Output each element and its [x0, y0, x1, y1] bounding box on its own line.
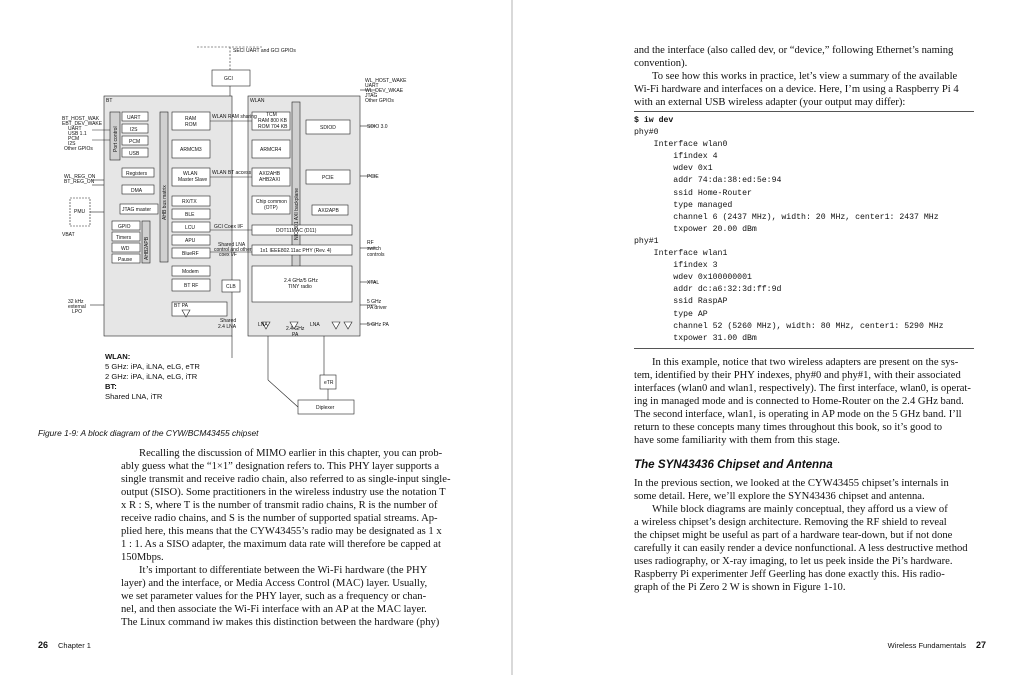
diagram-label-bt-block-4: Registers	[126, 171, 148, 177]
body-line: ing in managed mode and is connected to Home-Router on the 2.4 GHz band.	[634, 396, 964, 407]
body-line: To see how this works in practice, let’s view a summary of the available	[652, 71, 958, 82]
body-line: plied here, this means that the CYW43455’s radio may be designated as 1 x	[121, 526, 442, 537]
diagram-label-rf-4: LNA	[258, 322, 268, 328]
body-line: It’s important to differentiate between the Wi-Fi hardware (the PHY	[139, 565, 428, 576]
diagram-label-rf-8: eTR	[324, 380, 334, 386]
running-head: Wireless Fundamentals	[887, 641, 966, 650]
diagram-label-wlan-block-7: (OTP)	[264, 205, 278, 211]
body-line: Raspberry Pi experimenter Jeff Geerling has done exactly this. His radio-	[634, 569, 945, 580]
body-line: and the interface (also called dev, or “device,” following Ethernet’s naming	[634, 45, 954, 56]
left-page	[0, 0, 511, 675]
body-line: output (SISO). Some practitioners in the wireless industry use the notation T	[121, 487, 446, 498]
right-page	[513, 0, 1024, 675]
body-line: Recalling the discussion of MIMO earlier in this chapter, you can prob-	[139, 448, 443, 459]
diagram-legend	[105, 352, 200, 402]
diagram-label-rf-2: Shared	[220, 318, 237, 324]
code-line: wdev 0x100000001	[634, 273, 752, 283]
diagram-label-wlan-block-2: ROM 704 KB	[258, 124, 288, 130]
right-after-code-text	[634, 356, 974, 447]
body-line: nel, and then associate the Wi-Fi interface with an AP at the MAC layer.	[121, 604, 427, 615]
diagram-label-right-port-7: PA driver	[367, 305, 387, 311]
body-line: a wireless chipset’s design architecture. Removing the RF shield to reveal	[634, 517, 947, 528]
body-line: graph of the Pi Zero 2 W is shown in Figure 1-10.	[634, 582, 846, 593]
diagram-label-bt-block-9: WD	[121, 246, 130, 252]
diagram-label-bt-block-1: I2S	[130, 127, 138, 133]
diagram-label-wlan-block-3: ARMCR4	[260, 147, 282, 153]
diagram-label-lpo-2: LPO	[72, 309, 83, 315]
code-line: Interface wlan0	[634, 140, 728, 150]
diagram-label-bt-host-0: BT_HOST_WAK	[62, 116, 100, 122]
body-line: return to these concepts many times throughout this book, so it’s good to	[634, 422, 943, 433]
left-body-text	[121, 447, 461, 629]
diagram-label-bt: BT	[106, 98, 113, 104]
body-line: interfaces (wlan0 and wlan1, respectively). The first interface, wlan0, is operat-	[634, 383, 971, 394]
diagram-label-wl-host-3: JTAG	[365, 93, 378, 99]
diagram-label-reg-on-1: BT_REG_ON	[64, 179, 95, 185]
diagram-label-right-port-8: 5 GHz PA	[367, 322, 389, 328]
code-top-rule	[634, 111, 974, 112]
page-number: 26	[38, 640, 49, 650]
left-folio	[38, 640, 91, 650]
diagram-label-ahb2apb: AHB2APB	[144, 236, 150, 260]
section-heading: The SYN43436 Chipset and Antenna	[634, 458, 833, 471]
diagram-label-rf-9: Diplexer	[316, 405, 335, 411]
diagram-label-bt-host-4: PCM	[68, 136, 80, 142]
diagram-label-seci: SECI UART and GCI GPIOs	[233, 48, 296, 54]
diagram-label-noc: NIC-301 AXI backplane	[294, 188, 300, 240]
diagram-label-wlan-block-8: DOT11MAC (D11)	[276, 228, 317, 234]
diagram-label-ahb-bus-matrix: AHB bus matrix	[162, 185, 168, 220]
legend-line: Shared LNA, iTR	[105, 392, 163, 401]
diagram-label-right-port-5: XTAL	[367, 280, 380, 286]
diagram-label-bt-host-3: USB 1.1	[68, 131, 87, 137]
legend-line: 5 GHz: iPA, iLNA, eLG, eTR	[105, 362, 200, 371]
diagram-label-bt-block-8: Timers	[116, 235, 132, 241]
diagram-label-rf-3: 2.4 LNA	[218, 324, 237, 330]
page-number: 27	[975, 640, 986, 650]
body-line: carefully it can easily render a device nonfunctional. A less destructive method	[634, 543, 968, 554]
code-block	[634, 115, 974, 345]
diagram-label-lpo-1: external	[68, 304, 86, 310]
diagram-label-bt-core-2: ARMCM3	[180, 147, 202, 153]
code-line: channel 6 (2437 MHz), width: 20 MHz, center1: 2437 MHz	[634, 212, 939, 222]
diagram-label-lpo-0: 32 kHz	[68, 299, 84, 305]
body-line: tem, identified by their PHY indexes, phy#0 and phy#1, with their associated	[634, 370, 961, 381]
diagram-label-wlan-block-0: TCM	[266, 112, 277, 118]
diagram-label-bt-block-7: GPIO	[118, 224, 131, 230]
diagram-label-wlan-block-9: 1x1 IEEE802.11ac PHY (Rev. 4)	[260, 248, 332, 254]
right-folio	[888, 640, 986, 650]
diagram-label-wlan-block-4: AXI2AHB	[259, 171, 281, 177]
diagram-label-wlan-block-13: PCIE	[322, 175, 334, 181]
diagram-label-rf-5: 2.4 GHz	[286, 326, 305, 332]
diagram-label-wl-host-2: WL_DEV_WKAE	[365, 88, 404, 94]
diagram-label-right-port-6: 5 GHz	[367, 299, 382, 305]
diagram-label-mid-3: Shared LNA	[218, 242, 246, 248]
body-line: layer) and the interface, or Media Access Control (MAC) layer. Usually,	[121, 578, 428, 589]
diagram-label-port-control: Port control	[113, 126, 119, 152]
diagram-label-rf-6: PA	[292, 332, 299, 338]
code-line: ssid Home-Router	[634, 188, 752, 198]
body-line: convention).	[634, 58, 688, 69]
diagram-label-right-port-2: RF	[367, 240, 374, 246]
body-line: single transmit and receive radio chain, also referred to as single-input single-	[121, 474, 451, 485]
diagram-label-pmu: PMU	[74, 209, 86, 215]
body-line: The second interface, wlan1, is operating in AP mode on the 5 GHz band. I’ll	[634, 409, 962, 420]
code-line: type AP	[634, 309, 708, 319]
diagram-label-bt-core-1: ROM	[185, 122, 197, 128]
code-bottom-rule	[634, 348, 974, 349]
code-line: phy#1	[634, 236, 659, 246]
diagram-label-mid-2: GCI Coex I/F	[214, 224, 244, 230]
code-line: phy#0	[634, 128, 659, 138]
legend-line: 2 GHz: iPA, iLNA, eLG, iTR	[105, 372, 198, 381]
body-line: receive radio chains, and S is the number of supported spatial streams. Ap-	[121, 513, 438, 524]
code-line: addr dc:a6:32:3d:ff:9d	[634, 285, 782, 295]
body-line: In this example, notice that two wireless adapters are present on the sys-	[652, 357, 959, 368]
code-line: ifindex 3	[634, 261, 718, 271]
diagram-label-bt-block-0: UART	[127, 115, 141, 121]
code-line: channel 52 (5260 MHz), width: 80 MHz, center1: 5290 MHz	[634, 321, 944, 331]
diagram-label-bt-core-5: RX/TX	[182, 199, 197, 205]
code-line: type managed	[634, 200, 733, 210]
diagram-label-mid-0: WLAN RAM sharing	[212, 114, 257, 120]
legend-line: BT:	[105, 382, 117, 391]
diagram-label-bt-block-6: JTAG master	[122, 207, 152, 213]
diagram-label-bt-host-2: UART	[68, 126, 82, 132]
diagram-label-rf-1: CLB	[226, 284, 236, 290]
diagram-label-bt-block-3: USB	[129, 151, 140, 157]
diagram-label-wl-host-4: Other GPIOs	[365, 98, 394, 104]
diagram-label-bt-block-5: DMA	[131, 188, 143, 194]
body-line: x R : S, where T is the number of transmit radio chains, R is the number of	[121, 500, 438, 511]
diagram-label-bt-host-1: EBT_DEV_WAKE	[62, 121, 103, 127]
body-line: 150Mbps.	[121, 552, 164, 563]
body-line: ably guess what the “1×1” designation refers to. This PHY layer supports a	[121, 461, 440, 472]
diagram-label-wl-host-1: UART	[365, 83, 379, 89]
diagram-label-mid-5: coex I/F	[219, 252, 237, 258]
diagram-label-bt-block-2: PCM	[129, 139, 141, 145]
diagram-label-bt-core-4: Master Slave	[178, 177, 208, 183]
diagram-label-bt-block-10: Pause	[118, 257, 133, 263]
code-line: wdev 0x1	[634, 164, 713, 174]
diagram-label-bt-core-6: BLE	[185, 212, 195, 218]
running-head: Chapter 1	[58, 641, 91, 650]
diagram-label-mid-1: WLAN BT access	[212, 170, 252, 176]
right-intro-text	[634, 44, 974, 109]
diagram-label-vbat: VBAT	[62, 232, 75, 238]
diagram-label-wlan-block-6: Chip common	[256, 199, 287, 205]
diagram-label-reg-on-0: WL_REG_ON	[64, 174, 96, 180]
diagram-label-wl-host-0: WL_HOST_WAKE	[365, 78, 407, 84]
body-line: some detail. Here, we’ll explore the SYN43436 chipset and antenna.	[634, 491, 925, 502]
diagram-label-rf-0: BT PA	[174, 303, 188, 309]
diagram-label-right-port-1: PCIE	[367, 174, 379, 180]
diagram-label-wlan-block-5: AHB2AXI	[259, 177, 281, 183]
diagram-label-bt-core-9: BlueRF	[182, 251, 199, 257]
code-line: txpower 20.00 dBm	[634, 224, 757, 234]
body-line: have some familiarity with them from this stage.	[634, 435, 840, 446]
body-line: While block diagrams are mainly conceptual, they afford us a view of	[652, 504, 948, 515]
body-line: uses radiography, or X-ray imaging, to let us peek inside the Pi’s hardware.	[634, 556, 953, 567]
body-line: we set parameter values for the PHY layer, such as a frequency or chan-	[121, 591, 427, 602]
diagram-label-rf-7: LNA	[310, 322, 320, 328]
right-section-text	[634, 477, 974, 594]
diagram-label-wlan-block-14: AXI2APB	[318, 208, 339, 214]
body-line: Wi-Fi hardware and interfaces on a device. Here, I’m using a Raspberry Pi 4	[634, 84, 959, 95]
diagram-label-wlan: WLAN	[250, 98, 265, 104]
body-line: 1 : 1. As a SISO adapter, the maximum data rate will therefore be capped at	[121, 539, 441, 550]
body-line: the chipset might be useful as part of a hardware tear-down, but if not done	[634, 530, 953, 541]
diagram-label-right-port-0: SDIO 3.0	[367, 124, 388, 130]
legend-line: WLAN:	[105, 352, 131, 361]
diagram-label-wlan-block-1: RAM 800 KB	[258, 118, 287, 124]
diagram-label-bt-core-3: WLAN	[183, 171, 198, 177]
diagram-label-bt-core-10: Modem	[182, 269, 199, 275]
diagram-label-gci: GCI	[224, 76, 233, 82]
code-line: addr 74:da:38:ed:5e:94	[634, 176, 782, 186]
diagram-label-mid-4: control and other	[214, 247, 252, 253]
diagram-label-right-port-3: switch	[367, 246, 381, 252]
body-line: In the previous section, we looked at the CYW43455 chipset’s internals in	[634, 478, 949, 489]
code-line: Interface wlan1	[634, 249, 728, 259]
code-line: txpower 31.00 dBm	[634, 333, 757, 343]
diagram-label-wlan-block-10: 2.4 GHz/5 GHz	[284, 278, 318, 284]
body-line: The Linux command iw makes this distinction between the hardware (phy)	[121, 617, 440, 628]
code-line: $ iw dev	[634, 116, 674, 125]
diagram-label-wlan-block-11: TINY radio	[288, 284, 312, 290]
diagram-label-right-port-4: controls	[367, 252, 385, 258]
diagram-label-bt-host-6: Other GPIOs	[64, 146, 93, 152]
code-line: ssid RaspAP	[634, 297, 728, 307]
diagram-label-bt-core-8: APU	[185, 238, 196, 244]
body-line: with an external USB wireless adapter (your output may differ):	[634, 97, 906, 108]
diagram-label-bt-core-11: BT RF	[184, 283, 199, 289]
diagram-label-bt-host-5: I2S	[68, 141, 76, 147]
diagram-label-bt-core-0: RAM	[185, 116, 197, 122]
diagram-label-wlan-block-12: SDIOD	[320, 125, 336, 131]
code-line: ifindex 4	[634, 152, 718, 162]
figure-caption: Figure 1-9: A block diagram of the CYW/BCM43455 chipset	[38, 428, 259, 438]
diagram-label-bt-core-7: LCU	[185, 225, 196, 231]
